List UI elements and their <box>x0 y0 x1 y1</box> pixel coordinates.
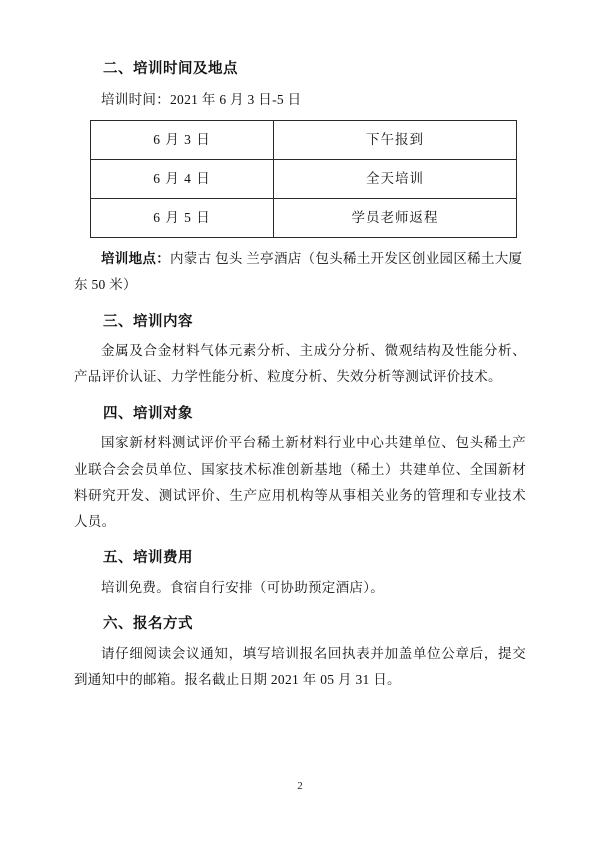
schedule-date: 6 月 5 日 <box>91 198 274 237</box>
schedule-date: 6 月 3 日 <box>91 120 274 159</box>
page-number: 2 <box>297 780 303 792</box>
section-heading-registration: 六、报名方式 <box>103 616 193 633</box>
section-heading-training-time-place: 二、培训时间及地点 <box>103 61 238 77</box>
section-heading-training-audience: 四、培训对象 <box>103 405 193 422</box>
training-time-line: 培训时间：2021 年 6 月 3 日-5 日 <box>101 91 302 107</box>
training-content-paragraph: 金属及合金材料气体元素分析、主成分分析、微观结构及性能分析、产品评价认证、力学性能分析、粒度分析、失效分析等测试评价技术。 <box>74 343 526 385</box>
schedule-date: 6 月 4 日 <box>91 159 274 198</box>
table-row <box>91 159 517 198</box>
training-fee-paragraph: 培训免费。食宿自行安排（可协助预定酒店）。 <box>101 580 385 596</box>
registration-paragraph: 请仔细阅读会议通知，填写培训报名回执表并加盖单位公章后，提交到通知中的邮箱。报名截止日期 2021 年 05 月 31 日。 <box>74 645 526 688</box>
table-row <box>91 198 517 237</box>
training-place-text: 内蒙古 包头 兰亭酒店（包头稀土开发区创业园区稀土大厦东 50 米） <box>74 250 523 293</box>
schedule-activity: 学员老师返程 <box>274 198 517 237</box>
schedule-activity: 全天培训 <box>274 159 517 198</box>
schedule-activity: 下午报到 <box>274 120 517 159</box>
training-audience-paragraph: 国家新材料测试评价平台稀土新材料行业中心共建单位、包头稀土产业联合会会员单位、国家技术标准创新基地（稀土）共建单位、全国新材料研究开发、测试评价、生产应用机构等从事相关业务的管理和专业技术人员。 <box>74 435 526 530</box>
training-schedule-table <box>90 120 517 238</box>
document-body <box>74 56 526 694</box>
training-place-block <box>74 246 526 299</box>
section-heading-training-content: 三、培训内容 <box>103 313 193 330</box>
table-row <box>91 120 517 159</box>
section-heading-training-fee: 五、培训费用 <box>103 550 193 567</box>
training-place-label: 培训地点： <box>101 250 170 266</box>
